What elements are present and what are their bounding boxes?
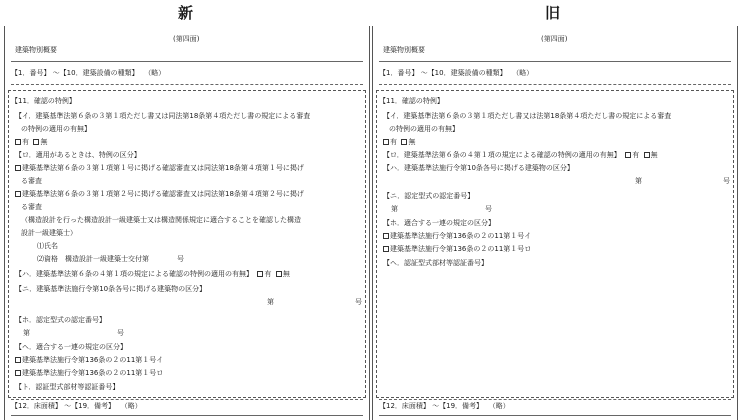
item-ha: 【ハ．建築基準法施行令第10条各号に掲げる建築物の区分】	[383, 164, 574, 172]
divider	[379, 84, 731, 85]
item-he-b	[15, 369, 163, 378]
option-label: 建築基準法第６条の３第１項第２号に掲げる確認審査又は同法第18条第４項第２号に掲げ	[22, 190, 304, 198]
option-label: 建築基準法第６条の３第１項第１号に掲げる確認審査又は同法第18条第４項第１号に掲げ	[22, 164, 304, 172]
item-ro-c2: 設計一級建築士）	[21, 229, 77, 237]
old-column	[372, 26, 738, 420]
item-he: 【ヘ．適合する一連の規定の区分】	[15, 343, 127, 351]
section-title: 【11．確認の特例】	[11, 97, 76, 105]
item-ro	[383, 151, 658, 160]
yes-no-row	[383, 138, 415, 147]
item-he: 【ヘ．認証型式部材等認証番号】	[383, 259, 488, 267]
option-label: 建築基準法施行令第136条の２の11第１号イ	[22, 356, 164, 364]
go-label: 号	[117, 329, 124, 337]
yes-checkbox[interactable]	[383, 139, 389, 145]
section-11-box	[376, 90, 734, 398]
item-ni: 【ニ．認定型式の認定番号】	[383, 192, 475, 200]
item-he-a	[15, 356, 163, 365]
option-checkbox[interactable]	[383, 233, 389, 239]
item-ro-c1: （構造設計を行った構造設計一級建築士又は構造関係規定に適合することを確認した構造	[21, 216, 301, 224]
new-column	[4, 26, 370, 420]
subtitle: 建築物別概要	[15, 46, 57, 54]
item-ro-b2: る審査	[21, 203, 42, 211]
divider	[379, 61, 731, 62]
range-bottom: 【12．床面積】 〜【19．備考】 （略）	[379, 402, 510, 410]
go-label: 号	[485, 205, 492, 213]
no-label: 無	[408, 138, 416, 146]
no-checkbox[interactable]	[276, 271, 282, 277]
item-ro-b1	[15, 190, 304, 199]
no-checkbox[interactable]	[401, 139, 407, 145]
dai-label: 第	[23, 329, 30, 337]
item-ho-b	[383, 245, 531, 254]
yes-label: 有	[22, 138, 29, 146]
go-label: 号	[723, 177, 730, 185]
item-ro-qual: ⑵資格 構造設計一級建築士交付第 号	[37, 255, 184, 263]
option-label: 建築基準法施行令第136条の２の11第１号イ	[390, 232, 532, 240]
dai-label: 第	[635, 177, 642, 185]
option-label: 建築基準法施行令第136条の２の11第１号ロ	[390, 245, 532, 253]
divider	[11, 84, 363, 85]
item-ho-a	[383, 232, 531, 241]
yes-checkbox[interactable]	[257, 271, 263, 277]
item-i-line2: の特例の適用の有無】	[21, 125, 91, 133]
item-ho: 【ホ．適合する一連の規定の区分】	[383, 219, 495, 227]
no-label: 無	[282, 270, 290, 278]
yes-label: 有	[264, 270, 272, 278]
item-ro-a1	[15, 164, 304, 173]
item-ha	[15, 270, 290, 279]
no-label: 無	[40, 138, 48, 146]
no-checkbox[interactable]	[644, 152, 650, 158]
divider	[11, 399, 363, 400]
heading-new: 新	[178, 4, 194, 22]
item-i-line2: の特例の適用の有無】	[389, 125, 459, 133]
divider	[11, 415, 363, 416]
yes-checkbox[interactable]	[15, 139, 21, 145]
option-checkbox[interactable]	[15, 191, 21, 197]
item-i-line1: 【イ．建築基準法第６条の３第１項ただし書又は同法第18条第４項ただし書の規定による審査	[15, 112, 311, 120]
dai-label: 第	[391, 205, 398, 213]
section-title: 【11．確認の特例】	[379, 97, 444, 105]
item-ro-title: 【ロ．適用があるときは、特例の区分】	[15, 151, 141, 159]
item-ro-a2: る審査	[21, 177, 42, 185]
range-bottom: 【12．床面積】 〜【19．備考】 （略）	[11, 402, 142, 410]
subtitle: 建築物別概要	[383, 46, 425, 54]
yes-no-row	[15, 138, 47, 147]
yes-checkbox[interactable]	[625, 152, 631, 158]
range-top: 【1．番号】 〜【10．建築設備の種類】 （略）	[379, 69, 534, 77]
option-checkbox[interactable]	[15, 370, 21, 376]
option-checkbox[interactable]	[383, 246, 389, 252]
no-label: 無	[650, 151, 658, 159]
option-label: 建築基準法施行令第136条の２の11第１号ロ	[22, 369, 164, 377]
divider	[11, 61, 363, 62]
range-top: 【1．番号】 〜【10．建築設備の種類】 （略）	[11, 69, 166, 77]
option-checkbox[interactable]	[15, 165, 21, 171]
item-to: 【ト．認証型式部材等認証番号】	[15, 383, 120, 391]
heading-old: 旧	[545, 4, 561, 22]
yes-label: 有	[632, 151, 640, 159]
yes-label: 有	[390, 138, 397, 146]
item-ro-label: 【ロ．建築基準法第６条の４第１項の規定による確認の特例の適用の有無】	[383, 151, 621, 159]
divider	[379, 399, 731, 400]
go-label: 号	[355, 298, 362, 306]
no-checkbox[interactable]	[33, 139, 39, 145]
item-ho: 【ホ．認定型式の認定番号】	[15, 316, 106, 324]
option-checkbox[interactable]	[15, 357, 21, 363]
item-ni: 【ニ．建築基準法施行令第10条各号に掲げる建築物の区分】	[15, 285, 207, 293]
item-ha-label: 【ハ．建築基準法第６条の４第１項の規定による確認の特例の適用の有無】	[15, 270, 253, 278]
dai-label: 第	[267, 298, 274, 306]
page-label: (第四面)	[173, 35, 200, 43]
item-ro-name: ⑴氏名	[37, 242, 58, 250]
page-label: (第四面)	[541, 35, 568, 43]
item-i-line1: 【イ．建築基準法第６条の３第１項ただし書又は法第18条第４項ただし書の規定による審査	[383, 112, 672, 120]
divider	[379, 415, 731, 416]
